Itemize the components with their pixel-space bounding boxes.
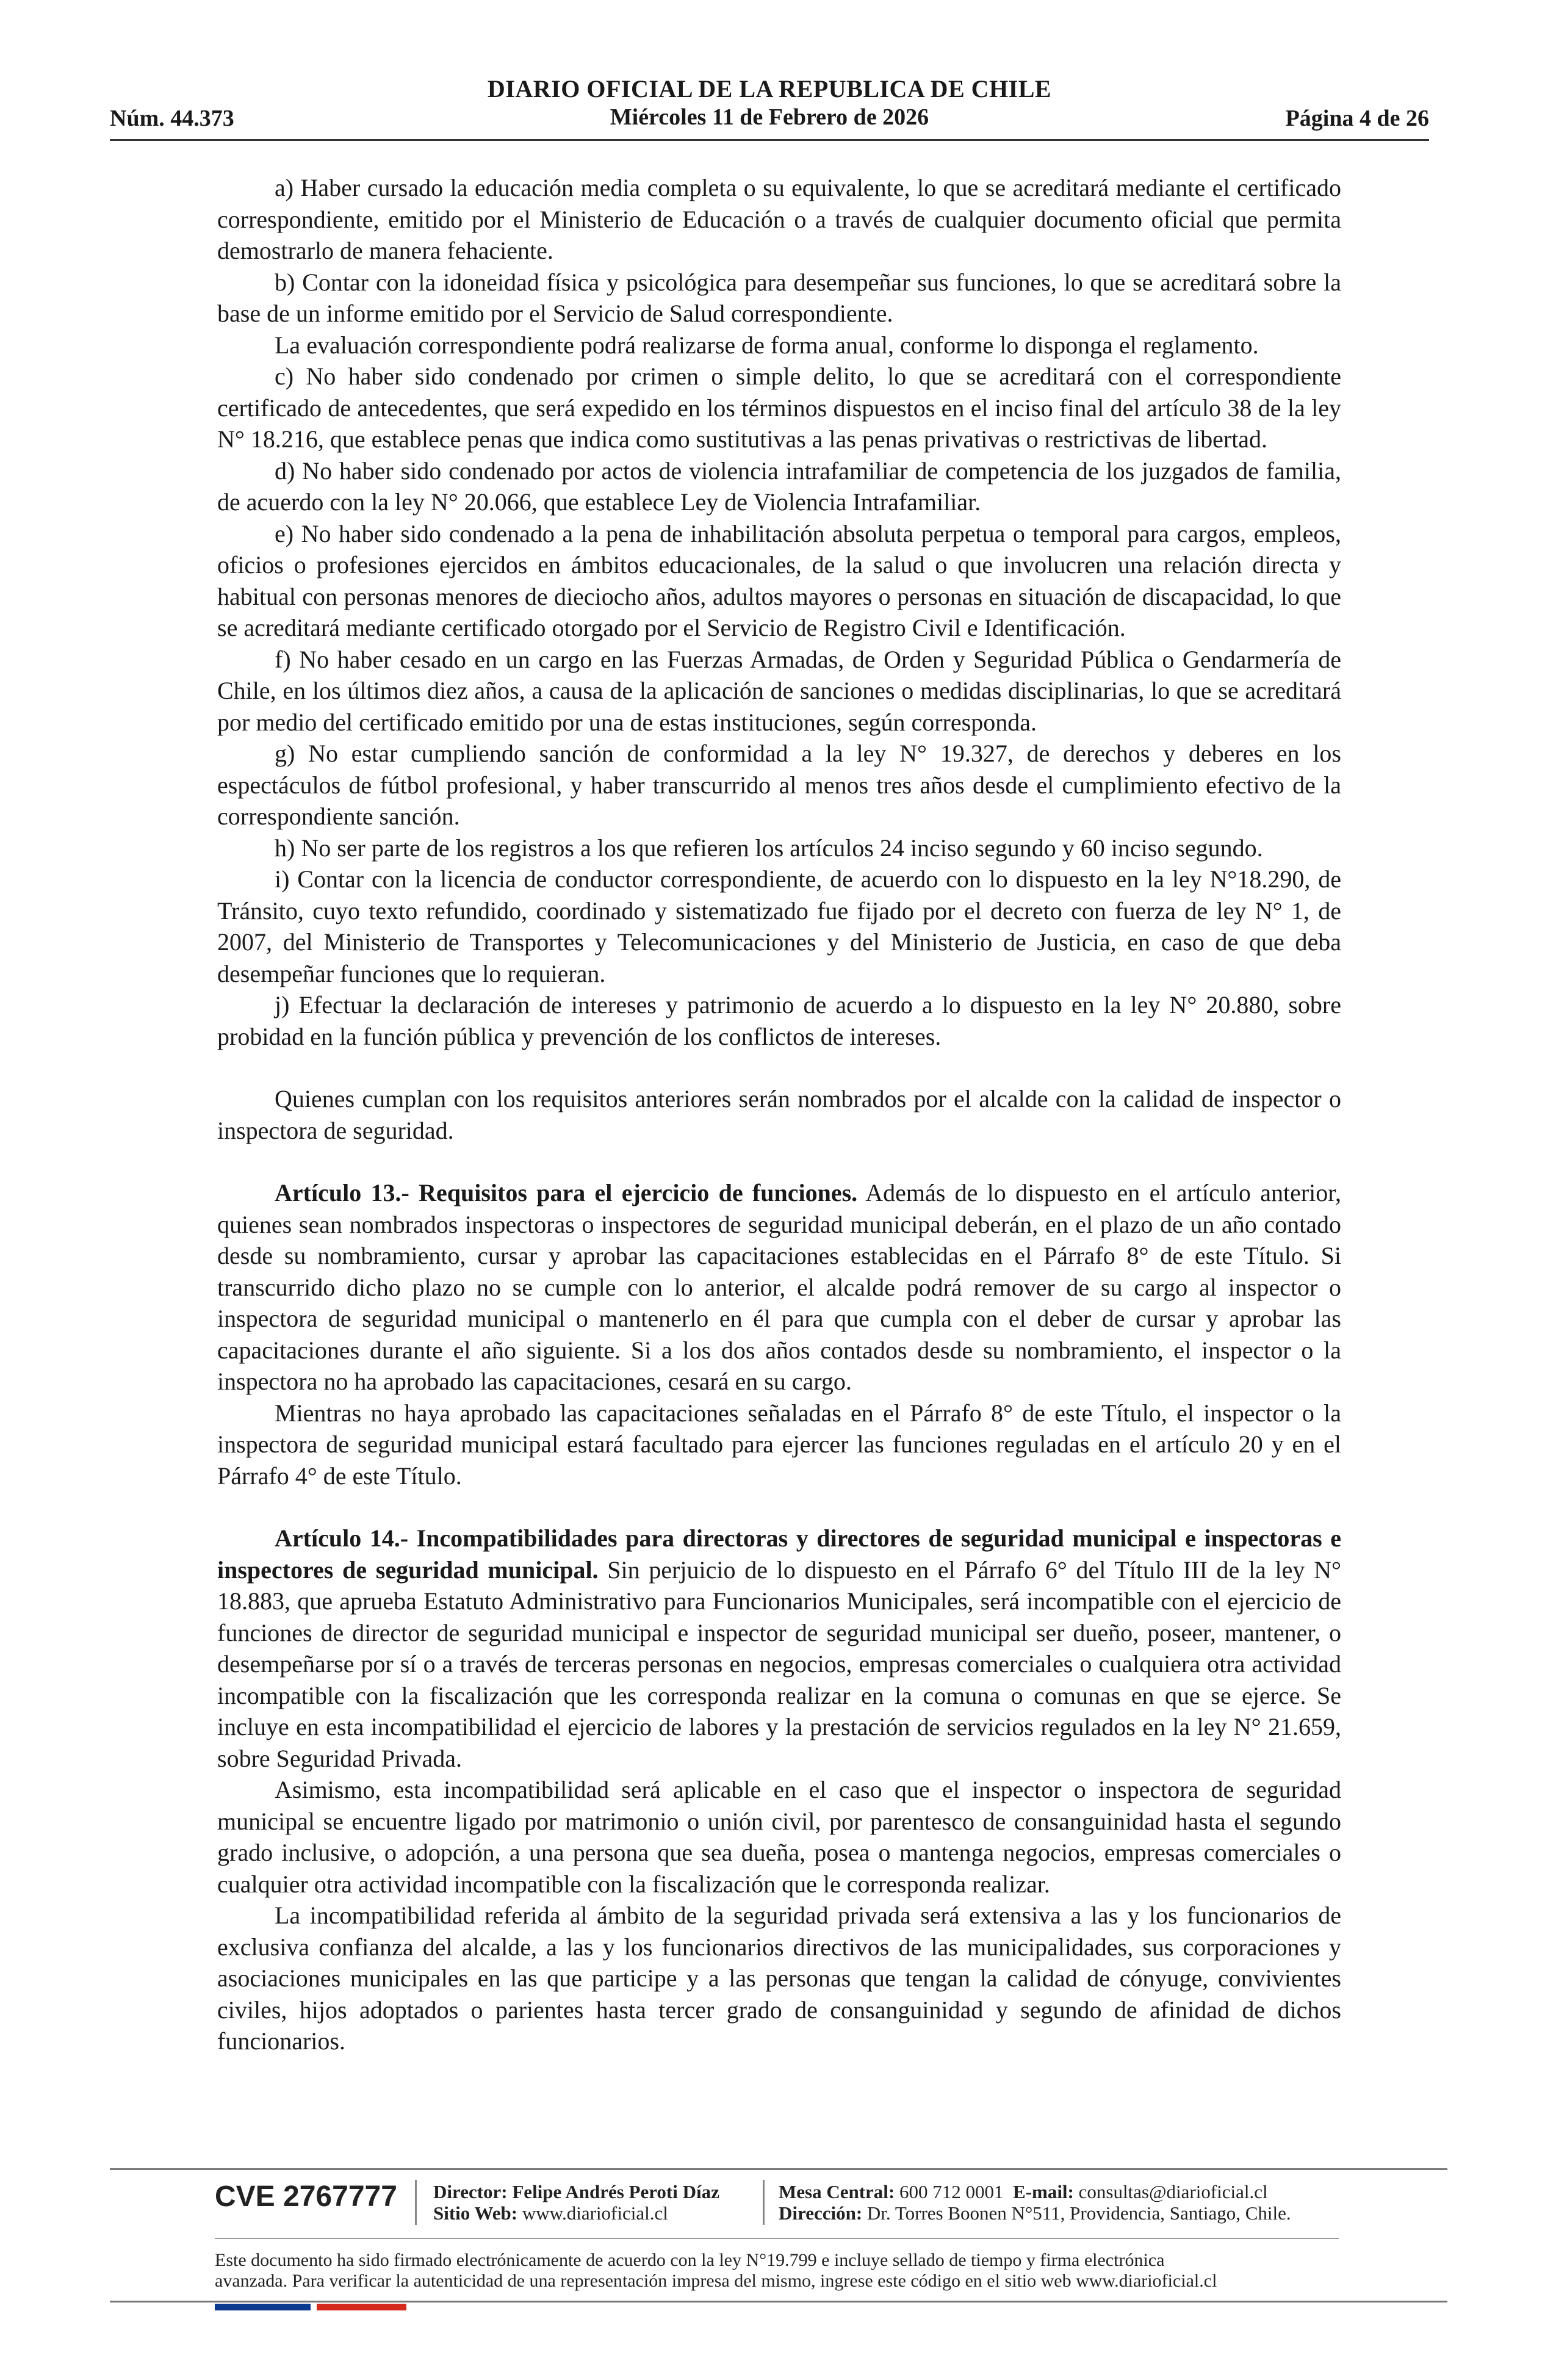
paragraph: Quienes cumplan con los requisitos anteriores serán nombrados por el alcalde con la calidad de inspector o inspectora de seguridad.	[217, 1085, 1341, 1144]
paragraph: Asimismo, esta incompatibilidad será aplicable en el caso que el inspector o inspectora de seguridad municipal se encuentre ligado por matrimonio o unión civil, por parentesco de consanguinidad hasta el segundo grado inclusive, o adopción, a una persona que sea dueña, posea o mantenga negocios, empresas comerciales o cualquier otra actividad incompatible con la fiscalización que le corresponda realizar.	[217, 1776, 1341, 1898]
article-text: Sin perjuicio de lo dispuesto en el Párrafo 6° del Título III de la ley N° 18.883, que aprueba Estatuto Administrativo para Funcionarios Municipales, será incompatible con el ejercicio de funciones de director de seguridad municipal e inspector de seguridad municipal ser dueño, poseer, mantener, o desempeñarse por sí o a través de terceras personas en negocios, empresas comerciales o cualquiera otra actividad incompatible con la fiscalización que les corresponda realizar en la comuna o comunas en que se ejerce. Se incluye en esta incompatibilidad el ejercicio de labores y la prestación de servicios regulados en la ley N° 21.659, sobre Seguridad Privada.	[217, 1556, 1341, 1772]
paragraph: h) No ser parte de los registros a los que refieren los artículos 24 inciso segundo y 60 inciso segundo.	[275, 834, 1263, 862]
paragraph: b) Contar con la idoneidad física y psicológica para desempeñar sus funciones, lo que se acreditará sobre la base de un informe emitido por el Servicio de Salud correspondiente.	[217, 268, 1341, 327]
article-14	[217, 1523, 1341, 1774]
article-heading: Artículo 14.- Incompatibilidades para directoras y directores de seguridad municipal e inspectoras e inspectores de seguridad municipal.	[217, 1524, 1341, 1584]
email-link[interactable]: consultas@diarioficial.cl	[1078, 2181, 1268, 2202]
web-label: Sitio Web:	[433, 2202, 518, 2224]
paragraph: f) No haber cesado en un cargo en las Fuerzas Armadas, de Orden y Seguridad Pública o Gendarmería de Chile, en los últimos diez años, a causa de la aplicación de sanciones o medidas disciplinarias, lo que se acreditará por medio del certificado emitido por una de estas instituciones, según corresponda.	[217, 645, 1341, 736]
legal-line: avanzada. Para verificar la autenticidad de una representación impresa del mismo, ingrese este código en el sitio web www.diarioficial.cl	[215, 2271, 1217, 2291]
cve-code: CVE 2767777	[215, 2180, 397, 2213]
publication-title: DIARIO OFICIAL DE LA REPUBLICA DE CHILE	[487, 75, 1052, 103]
flag-stripe	[215, 2304, 406, 2310]
legal-line: Este documento ha sido firmado electrónicamente de acuerdo con la ley N°19.799 e incluye sellado de tiempo y firma electrónica	[215, 2250, 1165, 2270]
paragraph: g) No estar cumpliendo sanción de conformidad a la ley N° 19.327, de derechos y deberes en los espectáculos de fútbol profesional, y haber transcurrido al menos tres años desde el cumplimiento efectivo de la correspondiente sanción.	[217, 740, 1341, 830]
address-label: Dirección:	[779, 2202, 863, 2224]
flag-blue-segment	[215, 2304, 311, 2310]
paragraph: e) No haber sido condenado a la pena de inhabilitación absoluta perpetua o temporal para cargos, empleos, oficios o profesiones ejercidos en ámbitos educacionales, de la salud o que involucren una relación directa y habitual con personas menores de dieciocho años, adultos mayores o personas en situación de discapacidad, lo que se acreditará mediante certificado otorgado por el Servicio de Registro Civil e Identificación.	[217, 519, 1341, 641]
page-number: Página 4 de 26	[1285, 106, 1429, 131]
footer-director-block	[433, 2181, 719, 2224]
issue-number: Núm. 44.373	[110, 106, 234, 131]
flag-red-segment	[317, 2304, 406, 2310]
paragraph: La evaluación correspondiente podrá realizarse de forma anual, conforme lo disponga el reglamento.	[275, 331, 1259, 359]
director-label: Director:	[433, 2181, 508, 2202]
footer-separator	[415, 2180, 417, 2225]
article-13	[217, 1177, 1341, 1397]
article-text: Además de lo dispuesto en el artículo anterior, quienes sean nombrados inspectoras o inspectores de seguridad municipal deberán, en el plazo de un año contado desde su nombramiento, cursar y aprobar las capacitaciones establecidas en el Párrafo 8° de este Título. Si transcurrido dicho plazo no se cumple con lo anterior, el alcalde podrá remover de su cargo al inspector o inspectora de seguridad municipal o mantenerlo en él para que cumpla con el deber de cursar y aprobar las capacitaciones durante el año siguiente. Si a los dos años contados desde su nombramiento, el inspector o la inspectora no ha aprobado las capacitaciones, cesará en su cargo.	[217, 1179, 1341, 1395]
article-heading: Artículo 13.- Requisitos para el ejercicio de funciones.	[275, 1179, 858, 1206]
website-link[interactable]: www.diarioficial.cl	[522, 2202, 668, 2224]
footer-separator	[763, 2180, 765, 2225]
paragraph: c) No haber sido condenado por crimen o simple delito, lo que se acreditará con el correspondiente certificado de antecedentes, que será expedido en los términos dispuestos en el inciso final del artículo 38 de la ley N° 18.216, que establece penas que indica como sustitutivas a las penas privativas o restrictivas de libertad.	[217, 362, 1341, 453]
legal-notice	[215, 2250, 1344, 2292]
document-body	[217, 172, 1341, 2057]
footer-thin-divider	[215, 2238, 1339, 2239]
paragraph: La incompatibilidad referida al ámbito de la seguridad privada será extensiva a las y los funcionarios de exclusiva confianza del alcalde, a las y los funcionarios directivos de las municipalidades, sus corporaciones y asociaciones municipales en las que participe y a las personas que tengan la calidad de cónyuge, convivientes civiles, hijos adoptados o parientes hasta tercer grado de consanguinidad y segundo de afinidad de dichos funcionarios.	[217, 1902, 1341, 2055]
paragraph: i) Contar con la licencia de conductor correspondiente, de acuerdo con lo dispuesto en la ley N°18.290, de Tránsito, cuyo texto refundido, coordinado y sistematizado fue fijado por el decreto con fuerza de ley N° 1, de 2007, del Ministerio de Transportes y Telecomunicaciones y del Ministerio de Justicia, en caso de que deba desempeñar funciones que lo requieran.	[217, 865, 1341, 987]
paragraph: d) No haber sido condenado por actos de violencia intrafamiliar de competencia de los juzgados de familia, de acuerdo con la ley N° 20.066, que establece Ley de Violencia Intrafamiliar.	[217, 456, 1341, 516]
phone-number: 600 712 0001	[899, 2181, 1004, 2202]
paragraph: j) Efectuar la declaración de intereses y patrimonio de acuerdo a lo dispuesto en la ley N° 20.880, sobre probidad en la función pública y prevención de los conflictos de intereses.	[217, 991, 1341, 1050]
header-divider	[110, 139, 1429, 141]
issue-date: Miércoles 11 de Febrero de 2026	[610, 104, 929, 130]
address: Dr. Torres Boonen N°511, Providencia, Santiago, Chile.	[866, 2202, 1291, 2224]
paragraph: Mientras no haya aprobado las capacitaciones señaladas en el Párrafo 8° de este Título, el inspector o la inspectora de seguridad municipal estará facultado para ejercer las funciones reguladas en el artículo 20 y en el Párrafo 4° de este Título.	[217, 1399, 1341, 1490]
flag-white-segment	[311, 2304, 317, 2310]
email-label: E-mail:	[1013, 2181, 1074, 2202]
page-header	[110, 74, 1429, 142]
paragraph: a) Haber cursado la educación media completa o su equivalente, lo que se acreditará mediante el certificado correspondiente, emitido por el Ministerio de Educación o a través de cualquier documento oficial que permita demostrarlo de manera fehaciente.	[217, 174, 1341, 264]
footer-divider	[110, 2168, 1447, 2170]
bottom-divider	[110, 2301, 1447, 2302]
director-name: Felipe Andrés Peroti Díaz	[512, 2181, 719, 2202]
footer-contact-block	[779, 2181, 1291, 2224]
phone-label: Mesa Central:	[779, 2181, 895, 2202]
